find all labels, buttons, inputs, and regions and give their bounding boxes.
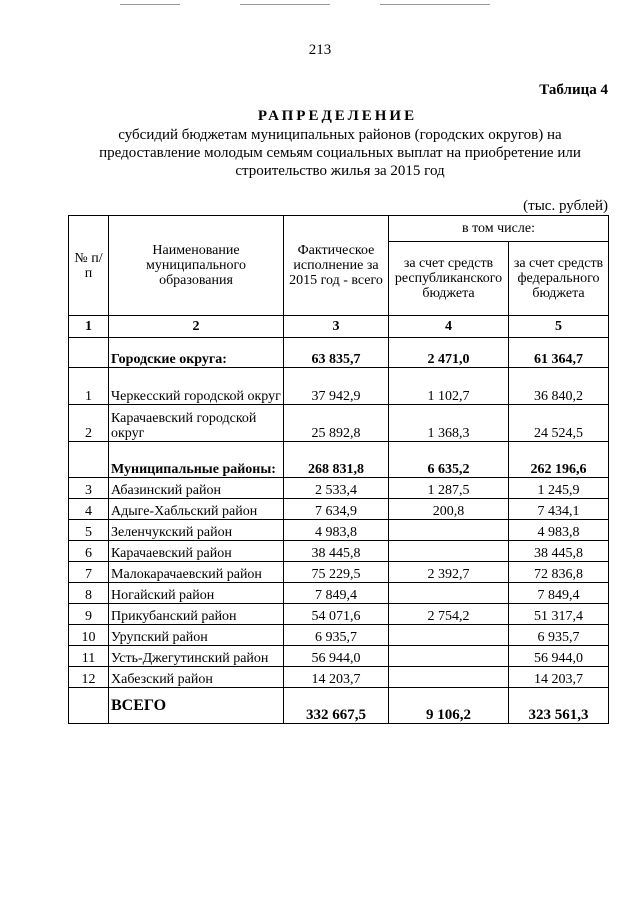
- row-num: 1: [69, 368, 109, 405]
- page-number: 213: [308, 42, 332, 58]
- scan-artifact: [380, 4, 490, 5]
- row-federal: 4 983,8: [509, 520, 609, 541]
- row-total: 63 835,7: [284, 338, 389, 368]
- table-row: [69, 442, 609, 478]
- row-republic: 6 635,2: [389, 442, 509, 478]
- subsidy-table: [68, 215, 609, 724]
- row-name: Урупский район: [109, 625, 284, 646]
- table-body: [69, 338, 609, 724]
- header-including: в том числе:: [389, 216, 609, 242]
- row-total: 2 533,4: [284, 478, 389, 499]
- row-name: Черкесский городской округ: [109, 368, 284, 405]
- index-cell: 5: [509, 316, 609, 338]
- row-republic: 1 368,3: [389, 405, 509, 442]
- table-row: [69, 667, 609, 688]
- table-row: [69, 646, 609, 667]
- table-row: [69, 478, 609, 499]
- row-num: 4: [69, 499, 109, 520]
- table-row: [69, 405, 609, 442]
- row-federal: 72 836,8: [509, 562, 609, 583]
- row-name: Хабезский район: [109, 667, 284, 688]
- header-federal: за счет средств федерального бюджета: [509, 242, 609, 316]
- total-num: [69, 688, 109, 724]
- row-total: 6 935,7: [284, 625, 389, 646]
- total-row: [69, 688, 609, 724]
- row-republic: 2 754,2: [389, 604, 509, 625]
- row-total: 37 942,9: [284, 368, 389, 405]
- row-federal: 7 434,1: [509, 499, 609, 520]
- row-num: 2: [69, 405, 109, 442]
- row-federal: 36 840,2: [509, 368, 609, 405]
- row-num: [69, 442, 109, 478]
- table-row: [69, 541, 609, 562]
- row-republic: [389, 646, 509, 667]
- row-republic: 2 471,0: [389, 338, 509, 368]
- row-name: Адыге-Хабльский район: [109, 499, 284, 520]
- table-row: [69, 499, 609, 520]
- row-num: 10: [69, 625, 109, 646]
- row-federal: 61 364,7: [509, 338, 609, 368]
- table-row: [69, 368, 609, 405]
- total-federal: 323 561,3: [509, 688, 609, 724]
- row-num: 5: [69, 520, 109, 541]
- row-republic: [389, 625, 509, 646]
- total-label: ВСЕГО: [109, 688, 284, 724]
- index-cell: 2: [109, 316, 284, 338]
- row-republic: [389, 520, 509, 541]
- row-total: 4 983,8: [284, 520, 389, 541]
- scan-artifact: [240, 4, 330, 5]
- row-federal: 6 935,7: [509, 625, 609, 646]
- subsidy-table-wrapper: [68, 215, 609, 724]
- row-name: Карачаевский городской округ: [109, 405, 284, 442]
- row-name: Муниципальные районы:: [109, 442, 284, 478]
- row-republic: 200,8: [389, 499, 509, 520]
- row-num: 6: [69, 541, 109, 562]
- scan-artifact: [120, 4, 180, 5]
- header-name: Наименование муниципального образования: [109, 216, 284, 316]
- row-name: Зеленчукский район: [109, 520, 284, 541]
- total-actual: 332 667,5: [284, 688, 389, 724]
- row-federal: 262 196,6: [509, 442, 609, 478]
- row-total: 56 944,0: [284, 646, 389, 667]
- row-total: 54 071,6: [284, 604, 389, 625]
- table-row: [69, 604, 609, 625]
- row-federal: 24 524,5: [509, 405, 609, 442]
- row-total: 268 831,8: [284, 442, 389, 478]
- row-name: Прикубанский район: [109, 604, 284, 625]
- row-total: 14 203,7: [284, 667, 389, 688]
- row-federal: 1 245,9: [509, 478, 609, 499]
- row-federal: 38 445,8: [509, 541, 609, 562]
- index-cell: 4: [389, 316, 509, 338]
- document-subtitle: субсидий бюджетам муниципальных районов (городских округов) на предоставление молодым семьям социальных выплат на приобретение или строительство жилья за 2015 год: [99, 127, 581, 179]
- row-num: 7: [69, 562, 109, 583]
- row-total: 75 229,5: [284, 562, 389, 583]
- header-num: № п/п: [69, 216, 109, 316]
- row-republic: 1 287,5: [389, 478, 509, 499]
- row-num: 12: [69, 667, 109, 688]
- row-federal: 7 849,4: [509, 583, 609, 604]
- table-row: [69, 338, 609, 368]
- row-name: Карачаевский район: [109, 541, 284, 562]
- row-federal: 56 944,0: [509, 646, 609, 667]
- row-num: 9: [69, 604, 109, 625]
- index-cell: 3: [284, 316, 389, 338]
- row-name: Абазинский район: [109, 478, 284, 499]
- index-cell: 1: [69, 316, 109, 338]
- row-name: Малокарачаевский район: [109, 562, 284, 583]
- row-republic: 1 102,7: [389, 368, 509, 405]
- header-republic: за счет средств республиканского бюджета: [389, 242, 509, 316]
- row-total: 25 892,8: [284, 405, 389, 442]
- row-federal: 51 317,4: [509, 604, 609, 625]
- row-republic: [389, 667, 509, 688]
- row-num: 8: [69, 583, 109, 604]
- table-row: [69, 583, 609, 604]
- row-total: 7 849,4: [284, 583, 389, 604]
- row-num: 11: [69, 646, 109, 667]
- table-label: Таблица 4: [539, 82, 608, 98]
- row-name: Усть-Джегутинский район: [109, 646, 284, 667]
- row-republic: [389, 541, 509, 562]
- table-row: [69, 625, 609, 646]
- row-federal: 14 203,7: [509, 667, 609, 688]
- row-name: Городские округа:: [109, 338, 284, 368]
- table-row: [69, 562, 609, 583]
- header-actual: Фактическое исполнение за 2015 год - всего: [284, 216, 389, 316]
- units-note: (тыс. рублей): [523, 198, 608, 214]
- row-republic: [389, 583, 509, 604]
- row-total: 38 445,8: [284, 541, 389, 562]
- row-total: 7 634,9: [284, 499, 389, 520]
- row-name: Ногайский район: [109, 583, 284, 604]
- total-republic: 9 106,2: [389, 688, 509, 724]
- row-republic: 2 392,7: [389, 562, 509, 583]
- row-num: 3: [69, 478, 109, 499]
- row-num: [69, 338, 109, 368]
- table-row: [69, 520, 609, 541]
- document-title: РАПРЕДЕЛЕНИЕ: [257, 108, 418, 124]
